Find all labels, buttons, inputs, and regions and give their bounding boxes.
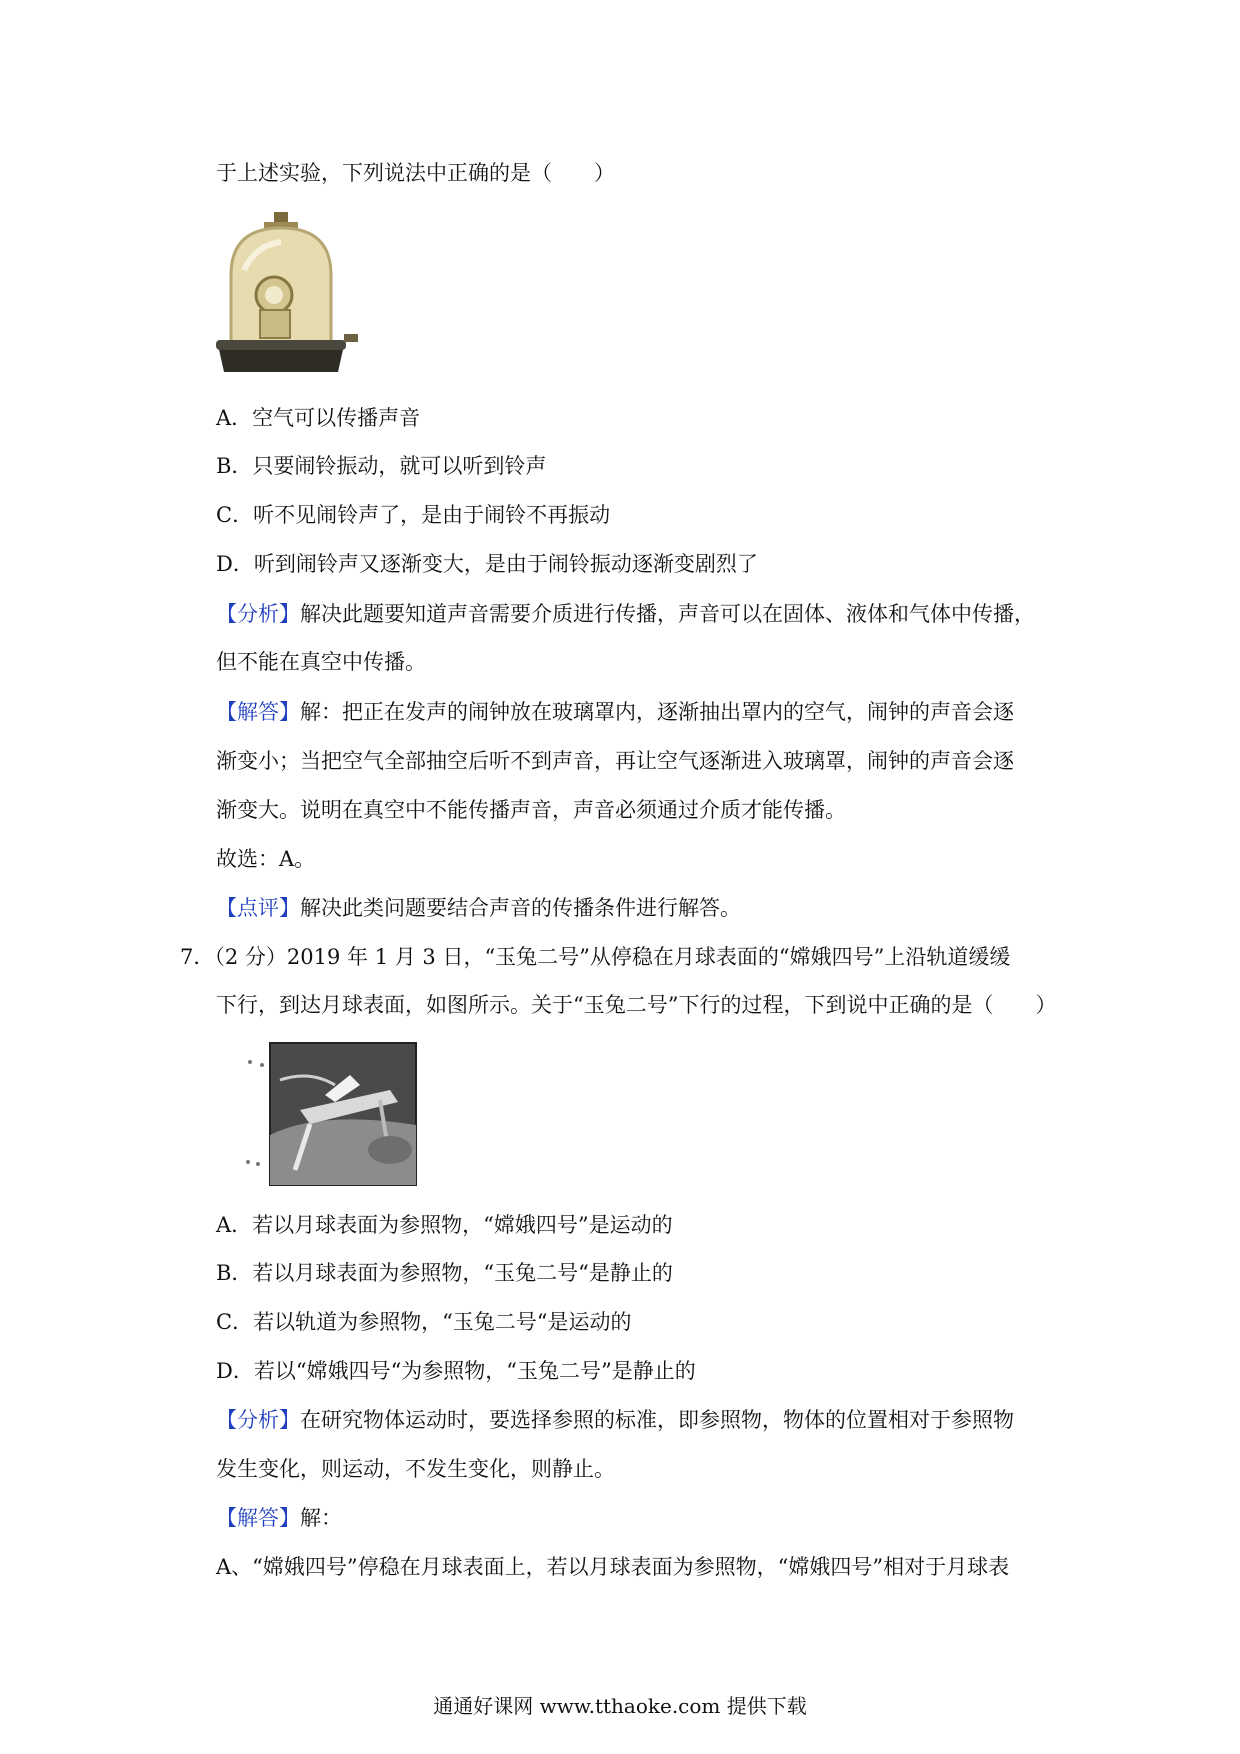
bell-jar-image [216, 210, 361, 375]
q6-analysis-tag: 【分析】 [216, 602, 300, 626]
q7-option-d: D．若以“嫦娥四号“为参照物，“玉兔二号”是静止的 [216, 1359, 696, 1383]
q6-answer-tag: 【解答】 [216, 700, 300, 724]
q7-option-c: C．若以轨道为参照物，“玉兔二号“是运动的 [216, 1310, 632, 1334]
q7-answer-a: A、“嫦娥四号”停稳在月球表面上，若以月球表面为参照物，“嫦娥四号”相对于月球表 [216, 1555, 1010, 1579]
q6-answer-line-2: 渐变小；当把空气全部抽空后听不到声音，再让空气逐渐进入玻璃罩，闹钟的声音会逐 [216, 749, 1014, 773]
q6-answer-line-1 [216, 697, 1014, 727]
page-footer: 通通好课网 www.tthaoke.com 提供下载 [433, 1694, 807, 1718]
q7-answer-line-1 [216, 1503, 342, 1533]
q6-option-a: A．空气可以传播声音 [216, 406, 421, 430]
q6-answer-text-1: 解：把正在发声的闹钟放在玻璃罩内，逐渐抽出罩内的空气，闹钟的声音会逐 [300, 700, 1014, 724]
q7-stem-line-1: 7．（2 分）2019 年 1 月 3 日，“玉兔二号”从停稳在月球表面的“嫦娥四号”上沿轨道缓缓 [180, 945, 1011, 969]
q6-comment-tag: 【点评】 [216, 896, 300, 920]
q7-option-a: A．若以月球表面为参照物，“嫦娥四号”是运动的 [216, 1213, 673, 1237]
q6-analysis-line-1 [216, 599, 1035, 629]
q6-analysis-line-2: 但不能在真空中传播。 [216, 650, 426, 674]
q7-answer-tag: 【解答】 [216, 1506, 300, 1530]
q7-analysis-line-1 [216, 1405, 1014, 1435]
lunar-rover-photo [240, 1040, 420, 1188]
q7-stem-line-2: 下行，到达月球表面，如图所示。关于“玉兔二号”下行的过程，下到说中正确的是（ ） [216, 993, 1057, 1017]
q7-analysis-text-1: 在研究物体运动时，要选择参照的标准，即参照物，物体的位置相对于参照物 [300, 1408, 1014, 1432]
q6-comment-text: 解决此类问题要结合声音的传播条件进行解答。 [300, 896, 741, 920]
q6-option-d: D．听到闹铃声又逐渐变大，是由于闹铃振动逐渐变剧烈了 [216, 552, 758, 576]
q6-option-c: C．听不见闹铃声了，是由于闹铃不再振动 [216, 503, 611, 527]
q7-option-b: B．若以月球表面为参照物，“玉兔二号“是静止的 [216, 1261, 673, 1285]
q6-stem-tail: 于上述实验，下列说法中正确的是（ ） [216, 161, 615, 185]
q6-comment-line [216, 893, 741, 923]
q7-analysis-tag: 【分析】 [216, 1408, 300, 1432]
q6-answer-line-3: 渐变大。说明在真空中不能传播声音，声音必须通过介质才能传播。 [216, 798, 846, 822]
q7-answer-head: 解： [300, 1506, 342, 1530]
q6-analysis-text-1: 解决此题要知道声音需要介质进行传播，声音可以在固体、液体和气体中传播， [300, 602, 1035, 626]
q6-option-b: B．只要闹铃振动，就可以听到铃声 [216, 454, 547, 478]
q7-analysis-line-2: 发生变化，则运动，不发生变化，则静止。 [216, 1457, 615, 1481]
q6-choice: 故选：A。 [216, 847, 316, 871]
